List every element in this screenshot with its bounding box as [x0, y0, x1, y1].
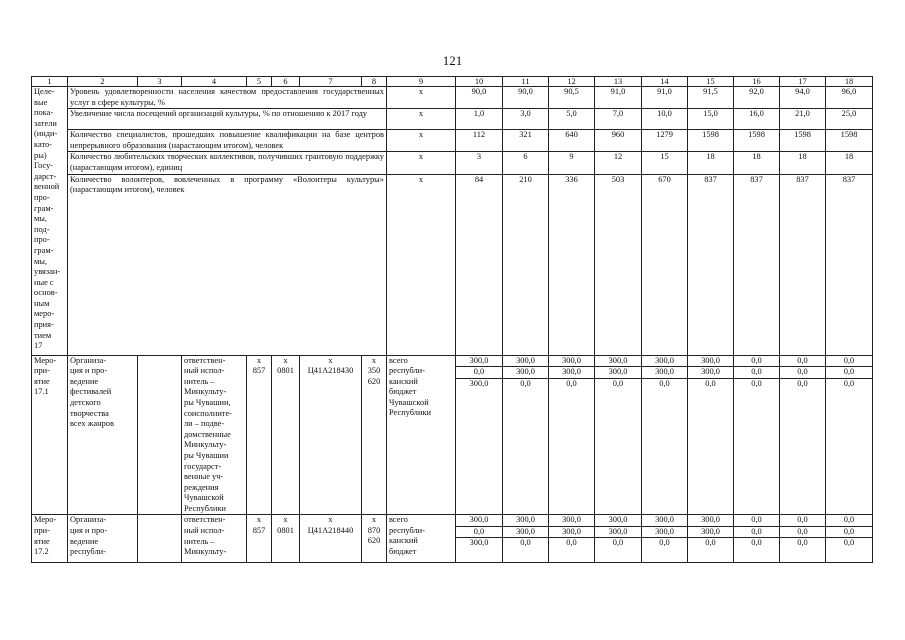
event-value-cell [642, 515, 688, 563]
indicator-value: 21,0 [780, 109, 826, 130]
header-col-4: 4 [182, 77, 247, 87]
event-value: 300,0 [469, 378, 489, 388]
event-value: 0,0 [705, 378, 716, 388]
event-sources: всего республи- канский бюджет Чувашской Республики [387, 355, 456, 515]
event-value: 300,0 [456, 515, 502, 527]
event-value: 0,0 [612, 538, 624, 548]
indicator-value: 837 [688, 174, 734, 355]
indicator-value: 1,0 [456, 109, 503, 130]
event-value: 0,0 [843, 378, 855, 388]
event-label: Меро- при- ятие 17.1 [32, 355, 68, 515]
event-value-cell [780, 515, 826, 563]
indicator-value: 90,0 [456, 87, 503, 109]
event-value: 300,0 [503, 515, 548, 527]
event-value: 0,0 [520, 378, 531, 388]
indicator-value: 336 [549, 174, 595, 355]
event-value: 300,0 [688, 367, 733, 379]
indicator-value: 16,0 [734, 109, 780, 130]
event-value: 0,0 [780, 367, 825, 379]
event-value: 0,0 [797, 538, 808, 548]
table-row [32, 174, 873, 355]
event-value: 0,0 [734, 356, 779, 368]
event-value: 300,0 [642, 515, 687, 527]
indicator-value: 670 [642, 174, 688, 355]
event-value: 300,0 [642, 367, 687, 379]
indicator-value: 837 [780, 174, 826, 355]
event-label: Меро- при- ятие 17.2 [32, 515, 68, 563]
indicator-value: 15 [642, 152, 688, 174]
event-col6: x 0801 [272, 355, 300, 515]
header-col-15: 15 [688, 77, 734, 87]
indicator-value: 18 [688, 152, 734, 174]
indicator-value: 91,0 [595, 87, 642, 109]
event-value: 0,0 [751, 538, 762, 548]
event-value-cell [734, 355, 780, 515]
indicator-value: 91,5 [688, 87, 734, 109]
header-col-3: 3 [138, 77, 182, 87]
event-value-cell [503, 355, 549, 515]
indicator-value: 84 [456, 174, 503, 355]
table-row [32, 355, 873, 515]
indicator-value: 321 [503, 130, 549, 152]
header-col-16: 16 [734, 77, 780, 87]
event-value: 300,0 [549, 367, 594, 379]
indicator-value: 10,0 [642, 109, 688, 130]
event-value-cell [503, 515, 549, 563]
indicator-value: 1598 [780, 130, 826, 152]
event-value-cell [734, 515, 780, 563]
indicator-value: 91,0 [642, 87, 688, 109]
event-value: 300,0 [503, 356, 548, 368]
event-col7: x Ц41А218430 [300, 355, 362, 515]
event-value: 0,0 [566, 538, 577, 548]
event-col5: x 857 [247, 515, 272, 563]
header-col-14: 14 [642, 77, 688, 87]
indicator-value: 18 [734, 152, 780, 174]
target-section-label: Целе- вые пока- затели (инди- като- ры) Госу- дарст- венной про- грам- мы, под- про- грам- мы, увязан- ные с основ- ным меро- прия- тием 17 [32, 87, 68, 356]
event-col6: x 0801 [272, 515, 300, 563]
page-number: 121 [442, 53, 463, 68]
indicator-value: 210 [503, 174, 549, 355]
indicator-name: Количество любительских творческих коллективов, получивших грантовую поддержку (нарастающим итогом), единиц [68, 152, 387, 174]
event-value: 300,0 [642, 527, 687, 539]
header-col-13: 13 [595, 77, 642, 87]
event-value: 300,0 [688, 527, 733, 539]
header-col-1: 1 [32, 77, 68, 87]
indicator-value: 1598 [688, 130, 734, 152]
indicator-name: Увеличение числа посещений организаций культуры, % по отношению к 2017 году [68, 109, 387, 130]
indicator-value: 960 [595, 130, 642, 152]
event-value: 300,0 [549, 527, 594, 539]
event-value: 0,0 [659, 378, 670, 388]
indicator-value: 15,0 [688, 109, 734, 130]
event-col8: x 870 620 [362, 515, 387, 563]
event-executor: ответствен- ный испол- нитель – Минкульту- [182, 515, 247, 563]
event-empty-col3 [138, 515, 182, 563]
event-value: 0,0 [659, 538, 670, 548]
event-value: 0,0 [734, 515, 779, 527]
indicator-value: 837 [734, 174, 780, 355]
header-col-2: 2 [68, 77, 138, 87]
event-value: 300,0 [503, 527, 548, 539]
event-value: 300,0 [595, 515, 641, 527]
event-value: 0,0 [734, 367, 779, 379]
event-name: Организа- ция и про- ведение республи- [68, 515, 138, 563]
indicator-value: 640 [549, 130, 595, 152]
table-row [32, 515, 873, 563]
event-value: 0,0 [705, 538, 716, 548]
event-value: 0,0 [456, 527, 502, 539]
indicator-value: 25,0 [826, 109, 873, 130]
indicator-name: Количество специалистов, прошедших повышение квалификации на базе центров непрерывного образования (нарастающим итогом), человек [68, 130, 387, 152]
indicator-value: 96,0 [826, 87, 873, 109]
indicator-value: 7,0 [595, 109, 642, 130]
event-value: 0,0 [826, 367, 872, 379]
event-value: 0,0 [612, 378, 624, 388]
indicator-value: 1598 [826, 130, 873, 152]
event-col8: x 350 620 [362, 355, 387, 515]
event-col7: x Ц41А218440 [300, 515, 362, 563]
event-executor: ответствен- ный испол- нитель – Минкульту- ры Чувашии, соисполните- ли – подве- домственные Минкульту- ры Чувашии государст- венные уч- реждения Чувашской Республики [182, 355, 247, 515]
header-col-10: 10 [456, 77, 503, 87]
header-col-11: 11 [503, 77, 549, 87]
event-value: 300,0 [549, 515, 594, 527]
event-value: 0,0 [780, 515, 825, 527]
indicator-value: 12 [595, 152, 642, 174]
table-row [32, 87, 873, 109]
table-row [32, 152, 873, 174]
indicator-col9: x [387, 109, 456, 130]
indicator-value: 112 [456, 130, 503, 152]
event-value: 300,0 [503, 367, 548, 379]
indicator-col9: x [387, 152, 456, 174]
indicator-value: 5,0 [549, 109, 595, 130]
event-value: 0,0 [826, 515, 872, 527]
indicator-col9: x [387, 130, 456, 152]
event-value-cell [456, 355, 503, 515]
event-value: 0,0 [797, 378, 808, 388]
event-value-cell [826, 515, 873, 563]
indicator-name: Количество волонтеров, вовлеченных в программу «Волонтеры культуры» (нарастающим итогом), человек [68, 174, 387, 355]
indicator-value: 90,0 [503, 87, 549, 109]
indicator-value: 503 [595, 174, 642, 355]
event-value: 0,0 [780, 527, 825, 539]
event-value: 300,0 [688, 356, 733, 368]
event-value: 0,0 [843, 538, 855, 548]
event-value-cell [595, 355, 642, 515]
event-col5: x 857 [247, 355, 272, 515]
event-value: 300,0 [642, 356, 687, 368]
event-value-cell [688, 515, 734, 563]
event-value: 0,0 [780, 356, 825, 368]
event-value-cell [549, 355, 595, 515]
event-sources: всего республи- канский бюджет [387, 515, 456, 563]
indicator-value: 6 [503, 152, 549, 174]
indicator-value: 3,0 [503, 109, 549, 130]
indicator-value: 837 [826, 174, 873, 355]
event-value-cell [595, 515, 642, 563]
indicator-value: 1598 [734, 130, 780, 152]
event-value-cell [688, 355, 734, 515]
event-value: 300,0 [595, 356, 641, 368]
event-value-cell [549, 515, 595, 563]
event-value: 300,0 [469, 538, 489, 548]
event-value-cell [780, 355, 826, 515]
indicator-value: 18 [780, 152, 826, 174]
event-value: 0,0 [566, 378, 577, 388]
indicator-value: 92,0 [734, 87, 780, 109]
indicator-col9: x [387, 87, 456, 109]
event-value-cell [642, 355, 688, 515]
event-value: 0,0 [751, 378, 762, 388]
event-value: 0,0 [734, 527, 779, 539]
table-row [32, 109, 873, 130]
event-value: 0,0 [520, 538, 531, 548]
event-value: 300,0 [688, 515, 733, 527]
event-value-cell [456, 515, 503, 563]
event-value: 300,0 [595, 527, 641, 539]
indicator-value: 18 [826, 152, 873, 174]
header-col-8: 8 [362, 77, 387, 87]
indicator-value: 90,5 [549, 87, 595, 109]
event-value-cell [826, 355, 873, 515]
event-value: 300,0 [456, 356, 502, 368]
indicator-value: 9 [549, 152, 595, 174]
indicator-name: Уровень удовлетворенности населения качеством предоставления государственных услуг в сфере культуры, % [68, 87, 387, 109]
indicator-value: 94,0 [780, 87, 826, 109]
event-value: 0,0 [826, 527, 872, 539]
header-col-18: 18 [826, 77, 873, 87]
indicator-value: 3 [456, 152, 503, 174]
header-col-12: 12 [549, 77, 595, 87]
table-row [32, 130, 873, 152]
event-value: 0,0 [456, 367, 502, 379]
header-col-5: 5 [247, 77, 272, 87]
header-col-17: 17 [780, 77, 826, 87]
header-col-6: 6 [272, 77, 300, 87]
event-name: Организа- ция и про- ведение фестивалей детского творчества всех жанров [68, 355, 138, 515]
header-col-7: 7 [300, 77, 362, 87]
header-col-9: 9 [387, 77, 456, 87]
event-value: 0,0 [826, 356, 872, 368]
event-value: 300,0 [549, 356, 594, 368]
indicator-value: 1279 [642, 130, 688, 152]
program-table [31, 76, 873, 563]
event-value: 300,0 [595, 367, 641, 379]
event-empty-col3 [138, 355, 182, 515]
indicator-col9: x [387, 174, 456, 355]
